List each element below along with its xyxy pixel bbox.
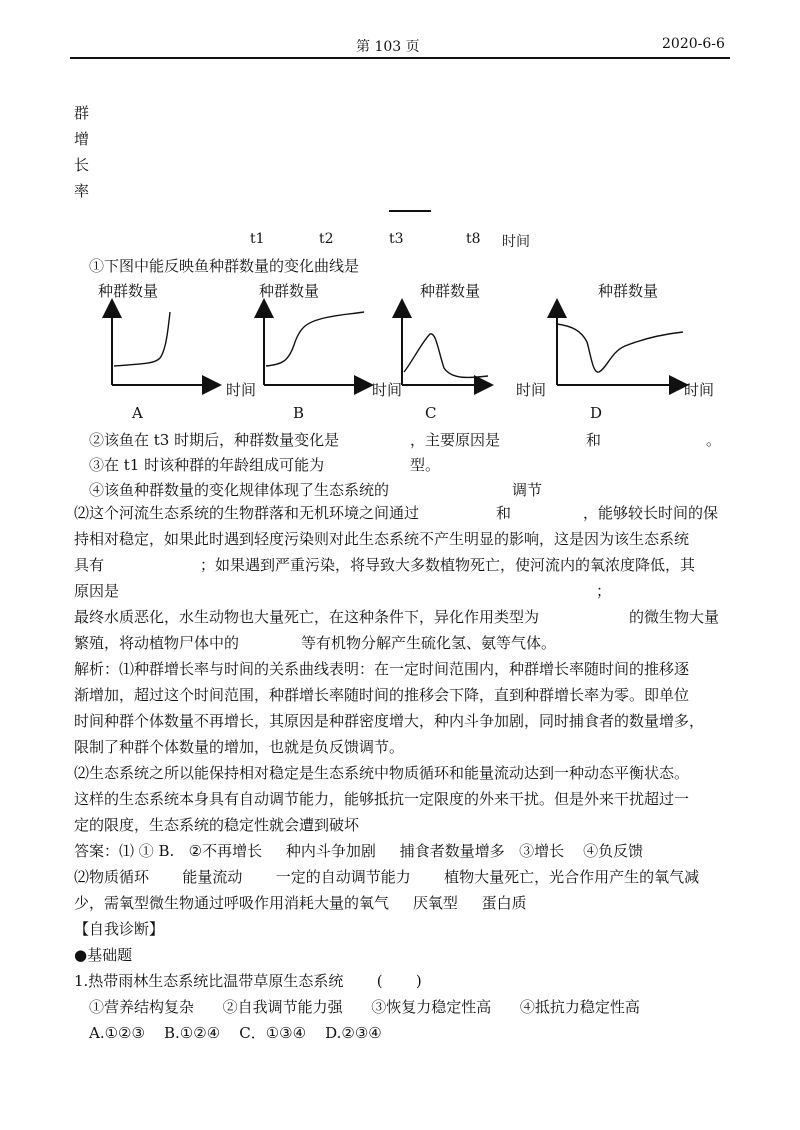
- self-check-heading: 【自我诊断】: [74, 920, 165, 938]
- graph-d-ylabel: 种群数量: [598, 282, 659, 300]
- side-label-3: 长: [74, 156, 90, 174]
- analysis-line-4: 限制了种群个体数量的增加，也就是负反馈调节。: [74, 738, 405, 756]
- analysis-line-3: 时间种群个体数量不再增长，其原因是种群密度增大，种内斗争加剧，同时捕食者的数量增多，: [74, 712, 705, 730]
- part-2-line-3a: 具有: [74, 556, 105, 574]
- analysis-line-1: 解析：⑴种群增长率与时间的关系曲线表明：在一定时间范围内，种群增长率随时间的推移逐: [74, 660, 690, 678]
- option-b: B: [293, 404, 305, 422]
- graph-c-curve: [404, 334, 488, 378]
- part-2-line-5a: 最终水质恶化，水生动物也大量死亡，在这种条件下，异化作用类型为: [74, 608, 540, 626]
- page-number: 第 103 页: [356, 39, 420, 55]
- analysis-line-5: ⑵生态系统之所以能保持相对稳定是生态系统中物质循环和能量流动达到一种动态平衡状态。: [74, 764, 690, 782]
- graph-c-ylabel: 种群数量: [420, 282, 481, 300]
- graph-a-xlabel: 时间: [226, 381, 257, 399]
- tick-t8: t8: [466, 231, 481, 247]
- header-date: 2020-6-6: [662, 36, 725, 52]
- question-1-stem: 1.热带雨林生态系统比温带草原生态系统 ( ): [74, 972, 422, 990]
- part-2-line-1c: ，能够较长时间的保: [583, 504, 719, 522]
- question-2-a: ②该鱼在 t3 时期后，种群数量变化是: [89, 431, 340, 449]
- graph-b: [252, 290, 382, 395]
- question-2-b: ，主要原因是: [410, 431, 501, 449]
- tick-t3: t3: [389, 231, 404, 247]
- question-3-a: ③在 t1 时该种群的年龄组成可能为: [89, 456, 325, 474]
- analysis-line-2: 渐增加，超过这个时间范围，种群增长率随时间的推移会下降，直到种群增长率为零。即单位: [74, 686, 690, 704]
- graph-a-curve: [114, 312, 170, 366]
- part-2-line-4b: ；: [596, 582, 612, 600]
- part-2-line-1a: ⑵这个河流生态系统的生物群落和无机环境之间通过: [74, 504, 420, 522]
- graph-d-curve: [557, 324, 683, 372]
- option-a: A: [132, 404, 143, 422]
- graph-c: [390, 290, 500, 395]
- answer-line-2: ⑵物质循环 能量流动 一定的自动调节能力 植物大量死亡，光合作用产生的氧气减: [74, 868, 700, 886]
- answer-line-3: 少，需氧型微生物通过呼吸作用消耗大量的氧气 厌氧型 蛋白质: [74, 894, 527, 912]
- part-2-line-6a: 繁殖，将动植物尸体中的: [74, 634, 240, 652]
- answer-line-1: 答案：⑴ ① B. ②不再增长 种内斗争加剧 捕食者数量增多 ③增长 ④负反馈: [74, 842, 644, 860]
- part-2-line-2: 持相对稳定，如果此时遇到轻度污染则对此生态系统不产生明显的影响，这是因为该生态系统: [74, 530, 690, 548]
- question-1-text: ①下图中能反映鱼种群数量的变化曲线是: [89, 257, 360, 275]
- part-2-line-3b: ；如果遇到严重污染，将导致大多数植物死亡，使河流内的氧浓度降低，其: [200, 556, 696, 574]
- side-label-1: 群: [74, 104, 90, 122]
- graph-a: [100, 290, 230, 395]
- graph-b-curve: [266, 312, 364, 366]
- graph-d: [545, 290, 695, 395]
- side-label-4: 率: [74, 182, 90, 200]
- part-2-line-5b: 的微生物大量: [629, 608, 720, 626]
- question-3-b: 型。: [410, 456, 441, 474]
- header-rule: [70, 57, 730, 59]
- tick-t1: t1: [250, 231, 265, 247]
- question-1-items: ①营养结构复杂 ②自我调节能力强 ③恢复力稳定性高 ④抵抗力稳定性高: [89, 998, 640, 1016]
- question-4-b: 调节: [512, 481, 543, 499]
- graph-b-ylabel: 种群数量: [259, 282, 320, 300]
- graph-c-xlabel: 时间: [516, 381, 547, 399]
- basic-heading: ●基础题: [74, 946, 133, 964]
- axis-fragment-line: [389, 210, 431, 212]
- option-c: C: [425, 404, 437, 422]
- question-2-c: 和: [586, 431, 602, 449]
- time-axis-label: 时间: [502, 234, 530, 250]
- tick-t2: t2: [319, 231, 334, 247]
- analysis-line-7: 定的限度，生态系统的稳定性就会遭到破坏: [74, 816, 360, 834]
- question-2-d: 。: [706, 431, 722, 449]
- graph-b-xlabel: 时间: [372, 381, 403, 399]
- question-4-a: ④该鱼种群数量的变化规律体现了生态系统的: [89, 481, 390, 499]
- question-1-choices: A.①②③ B.①②④ C．①③④ D.②③④: [89, 1024, 382, 1042]
- side-label-2: 增: [74, 130, 90, 148]
- part-2-line-1b: 和: [496, 504, 512, 522]
- part-2-line-6b: 等有机物分解产生硫化氢、氨等气体。: [301, 634, 557, 652]
- part-2-line-4a: 原因是: [74, 582, 120, 600]
- graph-d-xlabel: 时间: [684, 381, 715, 399]
- graph-a-ylabel: 种群数量: [98, 282, 159, 300]
- option-d: D: [590, 404, 603, 422]
- analysis-line-6: 这样的生态系统本身具有自动调节能力，能够抵抗一定限度的外来干扰。但是外来干扰超过一: [74, 790, 690, 808]
